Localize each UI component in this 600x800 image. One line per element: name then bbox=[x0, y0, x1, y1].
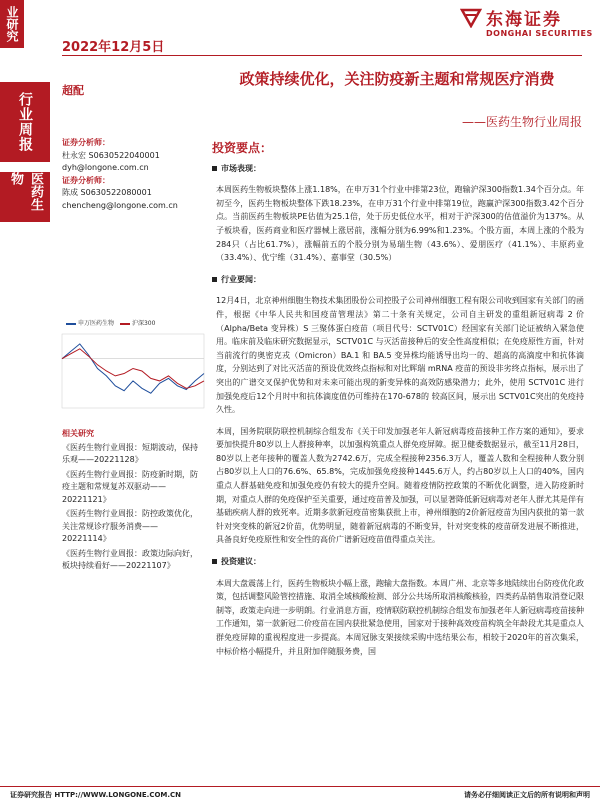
legend-label: 沪深300 bbox=[131, 320, 156, 327]
paragraph: 本周大盘震荡上行，医药生物板块小幅上涨，跑输大盘指数。本周广州、北京等多地陆续出台防疫优化政策，包括调整风险管控措施、取消全域核酸检测、部分公共场所取消核酸核验，四类药品销售取消登记限制等，政策走向进一步明朗。行业消息方面，疫情联防联控机制综合组发布加强老年人新冠病毒疫苗接种工作通知，第一款新冠二价疫苗在国内获批紧急使用，国家对于接种高效疫苗构筑全年龄段尤其是重点人群免疫屏障的重视程度进一步提高。本周冠脉支架接续采购中选结果公布，相较于2020年的首次集采，中标价格小幅提升，并且附加伴随服务费，国 bbox=[216, 578, 584, 656]
main-content bbox=[212, 142, 584, 658]
logo-mark-icon bbox=[460, 6, 482, 28]
analyst-email[interactable]: chencheng@longone.com.cn bbox=[62, 200, 178, 210]
paragraph: 12月4日，北京神州细胞生物技术集团股份公司控股子公司神州细胞工程有限公司收到国家有关部门的函件，根据《中华人民共和国疫苗管理法》第二十条有关规定，公司自主研发的重组新冠病毒 2 价（Alpha/Beta 变异株）S 三聚体蛋白疫苗（项目代号：SCTV01C）经国家有关部门论证被纳入紧急使用。临床前及临床研究数据显示，SCTV01C 与灭活苗接种后的安全性高度相似；在免疫原性方面，针对当前流行的奥密克戎（Omicron）BA.1 和 BA.5 变异株均能诱导出均一的、超高的高滴度中和抗体滴度，分别达到了对比灭活苗的预设优效终点指标和对比辉瑞 mRNA 疫苗的预设非劣终点指标，展示出了突出的广谱交叉保护优势和对未来可能出现的新变异株的高效防感染潜力；此外，使用 SCTV01C 进行加强免疫后12个月时中和抗体滴度值仍可维持在170-678的 较高区间，展示出 SCTV01C突出的免疫持久性。 bbox=[216, 296, 584, 415]
legend-label: 申万医药生物 bbox=[78, 320, 115, 327]
analyst-email[interactable]: dyh@longone.com.cn bbox=[62, 163, 149, 172]
footer-divider bbox=[0, 786, 600, 787]
index-performance-chart bbox=[58, 330, 208, 414]
related-item[interactable]: 《医药生物行业周报：防疫新时期，防疫主题和常规复苏双驱动——20221121》 bbox=[62, 469, 198, 504]
legend-swatch bbox=[120, 323, 130, 325]
sidebar-report-type: 行业周报 bbox=[0, 82, 50, 162]
section-heading bbox=[212, 162, 584, 176]
related-label: 相关研究 bbox=[62, 429, 94, 438]
chart-frame bbox=[62, 334, 204, 408]
analyst-name: 杜永宏 S0630522040001 bbox=[62, 150, 160, 160]
footer-disclaimer: 请务必仔细阅读正文后的所有说明和声明 bbox=[464, 791, 590, 799]
bullet-icon bbox=[212, 277, 217, 282]
report-subtitle: ——医药生物行业周报 bbox=[461, 115, 582, 129]
section-heading-text: 行业要闻： bbox=[221, 274, 261, 284]
chart-legend bbox=[62, 318, 155, 327]
related-item[interactable]: 《医药生物行业周报：短期波动，保持乐观——20221128》 bbox=[62, 442, 198, 464]
legend-swatch bbox=[66, 323, 76, 325]
analyst-name: 陈成 S0630522080001 bbox=[62, 188, 152, 197]
analyst-block bbox=[62, 137, 202, 212]
sidebar-category-tag: 业研究 bbox=[0, 0, 24, 48]
sidebar-industry: 医药生物 bbox=[0, 172, 50, 222]
related-research bbox=[62, 428, 202, 575]
section-heading-text: 市场表现： bbox=[221, 163, 261, 173]
analyst-label: 证券分析师： bbox=[62, 175, 110, 185]
section-heading-text: 投资建议： bbox=[221, 557, 261, 567]
footer-website[interactable]: 证券研究报告 HTTP://WWW.LONGONE.COM.CN bbox=[10, 791, 182, 799]
analyst-label: 证券分析师： bbox=[62, 138, 110, 147]
logo-text-cn: 东海证券 bbox=[486, 10, 562, 30]
bullet-icon bbox=[212, 166, 217, 171]
key-points-heading: 投资要点： bbox=[212, 141, 273, 155]
series-line-1 bbox=[62, 349, 204, 389]
related-item[interactable]: 《医药生物行业周报：防控政策优化，关注常规诊疗服务消费——20221114》 bbox=[62, 509, 198, 543]
header-divider bbox=[62, 55, 582, 56]
logo-text-en: DONGHAI SECURITIES bbox=[486, 29, 593, 38]
paragraph: 本周，国务院联防联控机制综合组发布《关于印发加强老年人新冠病毒疫苗接种工作方案的通知》，要求要加快提升80岁以上人群接种率，以加强构筑重点人群免疫屏障。据卫健委数据显示，截至11月28日，80岁以上老年接种的覆盖人数为2742.6万，完成全程接种2356.3万人，覆盖人数和全程接种人数分别占80岁以上人口的76.6%、65.8%，完成加强免疫接种1445.6万人，约占80岁以上人口的40%，国内重点人群基础免疫和加强免疫仍有较大的提升空间。随着疫情防控政策的不断优化调整，进入防疫新时期，对重点人群的免疫保护至关重要，通过疫苗普及加强，可以显著降低新冠病毒对老年人群尤其是伴有基础疾病人群的致死率。近期多款新冠疫苗密集获批上市，神州细胞的2价新冠疫苗为国内获批的第一款针对突变株的新冠2价苗，优势明显，随着新冠病毒的不断变异，针对突变株的疫苗研发进展不断推进，具备良好免疫原性和安全性的高价广谱新冠疫苗值得重点关注。 bbox=[216, 426, 584, 545]
rating-label: 超配 bbox=[62, 84, 84, 97]
report-date: 2022年12月5日 bbox=[62, 40, 165, 55]
section-heading bbox=[212, 555, 584, 569]
related-item[interactable]: 《医药生物行业周报：政策边际向好，板块持续看好——20221107》 bbox=[62, 548, 198, 570]
section-heading bbox=[212, 273, 584, 287]
company-logo bbox=[460, 4, 595, 44]
paragraph: 本周医药生物板块整体上涨1.18%，在申万31个行业中排第23位，跑输沪深300指数1.34个百分点。年初至今，医药生物板块整体下跌18.23%，在申万31个行业中排第19位，跑赢沪深300指数3.42个百分点。当前医药生物板块PE估值为25.1倍，处于历史低位水平，相对于沪深300的估值溢价为137%。从子板块看，医药商业和医疗器械上涨居前，涨幅分别为6.99%和1.23%。个股方面，本周上涨的个股为284只（占比61.7%），涨幅前五的个股分别为易瑞生物（43.6%）、爱朋医疗（41.1%）、丰原药业（33.4%）、优宁维（31.4%）、嘉事堂（30.5%） bbox=[216, 185, 584, 263]
bullet-icon bbox=[212, 559, 217, 564]
report-title: 政策持续优化，关注防疫新主题和常规医疗消费 bbox=[239, 70, 555, 88]
